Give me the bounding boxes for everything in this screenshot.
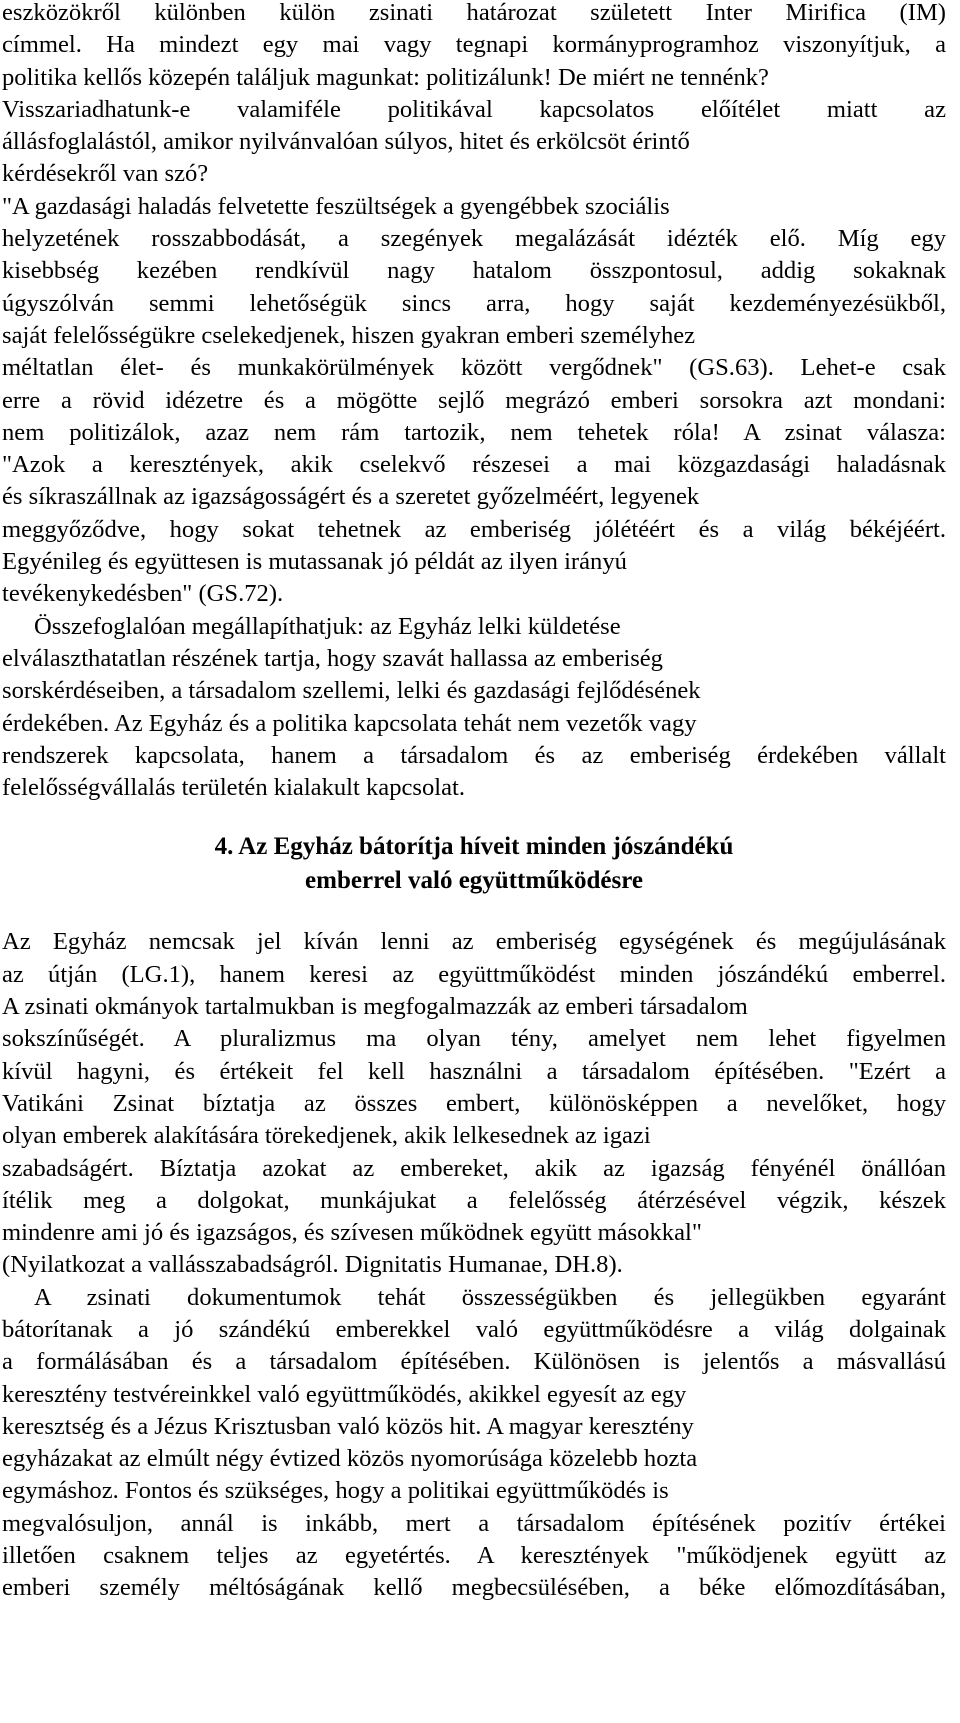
text-line: rendszerek kapcsolata, hanem a társadalom és az emberiség érdekében vállalt xyxy=(2,741,946,769)
text-line: keresztény testvéreinkkel való együttműködés, akikkel egyesít az egy xyxy=(2,1380,687,1408)
text-line: meggyőződve, hogy sokat tehetnek az emberiség jólétéért és a világ békéjéért. xyxy=(2,515,946,543)
text-line: kisebbség kezében rendkívül nagy hatalom összpontosul, addig sokaknak xyxy=(2,257,946,285)
text-line: megvalósuljon, annál is inkább, mert a társadalom építésének pozitív értékei xyxy=(2,1509,946,1537)
text-line: méltatlan élet- és munkakörülmények között vergődnek" (GS.63). Lehet-e csak xyxy=(2,354,946,382)
text-line: kérdésekről van szó? xyxy=(2,160,209,188)
text-line: Vatikáni Zsinat bíztatja az összes embert, különösképpen a nevelőket, hogy xyxy=(2,1089,946,1117)
text-line: "A gazdasági haladás felvetette feszültségek a gyengébbek szociális xyxy=(2,192,670,220)
text-line: érdekében. Az Egyház és a politika kapcsolata tehát nem vezetők vagy xyxy=(2,709,697,737)
text-line: emberi személy méltóságának kellő megbecsülésében, a béke előmozdításában, xyxy=(2,1574,946,1602)
text-line: nem politizálok, azaz nem rám tartozik, nem tehetek róla! A zsinat válasza: xyxy=(2,418,946,446)
text-line: A zsinati okmányok tartalmukban is megfogalmazzák az emberi társadalom xyxy=(2,993,748,1021)
text-line: egyházakat az elmúlt négy évtized közös nyomorúsága közelebb hozta xyxy=(2,1445,698,1473)
section-heading-line-1: 4. Az Egyház bátorítja híveit minden jószándékú xyxy=(214,833,734,861)
text-line: politika kellős közepén találjuk magunkat: politizálunk! De miért ne tennénk? xyxy=(2,63,769,91)
text-line: Visszariadhatunk-e valamiféle politikával kapcsolatos előítélet miatt az xyxy=(2,95,946,123)
text-line: keresztség és a Jézus Krisztusban való közös hit. A magyar keresztény xyxy=(2,1412,694,1440)
text-line: mindenre ami jó és igazságos, és szívesen működnek együtt másokkal" xyxy=(2,1219,702,1247)
text-line: állásfoglalástól, amikor nyilvánvalóan súlyos, hitet és erkölcsöt érintő xyxy=(2,128,690,156)
text-line: eszközökről különben külön zsinati határozat született Inter Mirifica (IM) xyxy=(2,0,946,26)
text-line: elválaszthatatlan részének tartja, hogy szavát hallassa az emberiség xyxy=(2,644,663,672)
text-line: erre a rövid idézetre és a mögötte sejlő megrázó emberi sorsokra azt mondani: xyxy=(2,386,946,414)
text-line: Az Egyház nemcsak jel kíván lenni az emberiség egységének és megújulásának xyxy=(2,928,946,956)
text-line: sokszínűségét. A pluralizmus ma olyan tény, amelyet nem lehet figyelmen xyxy=(2,1025,946,1053)
section-heading-line-2: emberrel való együttműködésre xyxy=(305,867,643,895)
text-line: sorskérdéseiben, a társadalom szellemi, lelki és gazdasági fejlődésének xyxy=(2,677,701,705)
text-line: olyan emberek alakítására törekedjenek, akik lelkesednek az igazi xyxy=(2,1122,651,1150)
text-line: és síkraszállnak az igazságosságért és a szeretet győzelméért, legyenek xyxy=(2,483,700,511)
text-line: egymáshoz. Fontos és szükséges, hogy a politikai együttműködés is xyxy=(2,1477,669,1505)
text-line: úgyszólván semmi lehetőségük sincs arra, hogy saját kezdeményezésükből, xyxy=(2,289,946,317)
text-line: kívül hagyni, és értékeit fel kell használni a társadalom építésében. "Ezért a xyxy=(2,1057,946,1085)
text-line: ítélik meg a dolgokat, munkájukat a felelősség átérzésével végzik, készek xyxy=(2,1186,946,1214)
text-line: (Nyilatkozat a vallásszabadságról. Dignitatis Humanae, DH.8). xyxy=(2,1251,623,1279)
text-line: Egyénileg és együttesen is mutassanak jó példát az ilyen irányú xyxy=(2,548,627,576)
text-line: Összefoglalóan megállapíthatjuk: az Egyház lelki küldetése xyxy=(34,612,621,640)
text-line: a formálásában és a társadalom építésében. Különösen is jelentős a másvallású xyxy=(2,1348,946,1376)
text-line: tevékenykedésben" (GS.72). xyxy=(2,580,284,608)
text-line: felelősségvállalás területén kialakult kapcsolat. xyxy=(2,774,466,802)
text-line: illetően csaknem teljes az egyetértés. A keresztények "működjenek együtt az xyxy=(2,1542,946,1570)
text-section-politics xyxy=(2,0,946,804)
text-line: szabadságért. Bíztatja azokat az embereket, akik az igazság fényénél önállóan xyxy=(2,1154,946,1182)
text-line: helyzetének rosszabbodását, a szegények megalázását idézték elő. Míg egy xyxy=(2,225,946,253)
text-line: címmel. Ha mindezt egy mai vagy tegnapi kormányprogramhoz viszonyítjuk, a xyxy=(2,31,946,59)
text-line: bátorítanak a jó szándékú emberekkel való együttműködésre a világ dolgainak xyxy=(2,1315,946,1343)
text-section-cooperation xyxy=(2,926,946,1604)
text-line: A zsinati dokumentumok tehát összességükben és jellegükben egyaránt xyxy=(34,1283,946,1311)
text-line: az útján (LG.1), hanem keresi az együttműködést minden jószándékú emberrel. xyxy=(2,960,946,988)
text-line: saját felelősségükre cselekedjenek, hiszen gyakran emberi személyhez xyxy=(2,321,696,349)
section-heading xyxy=(2,830,946,898)
text-line: "Azok a keresztények, akik cselekvő részesei a mai közgazdasági haladásnak xyxy=(2,451,946,479)
